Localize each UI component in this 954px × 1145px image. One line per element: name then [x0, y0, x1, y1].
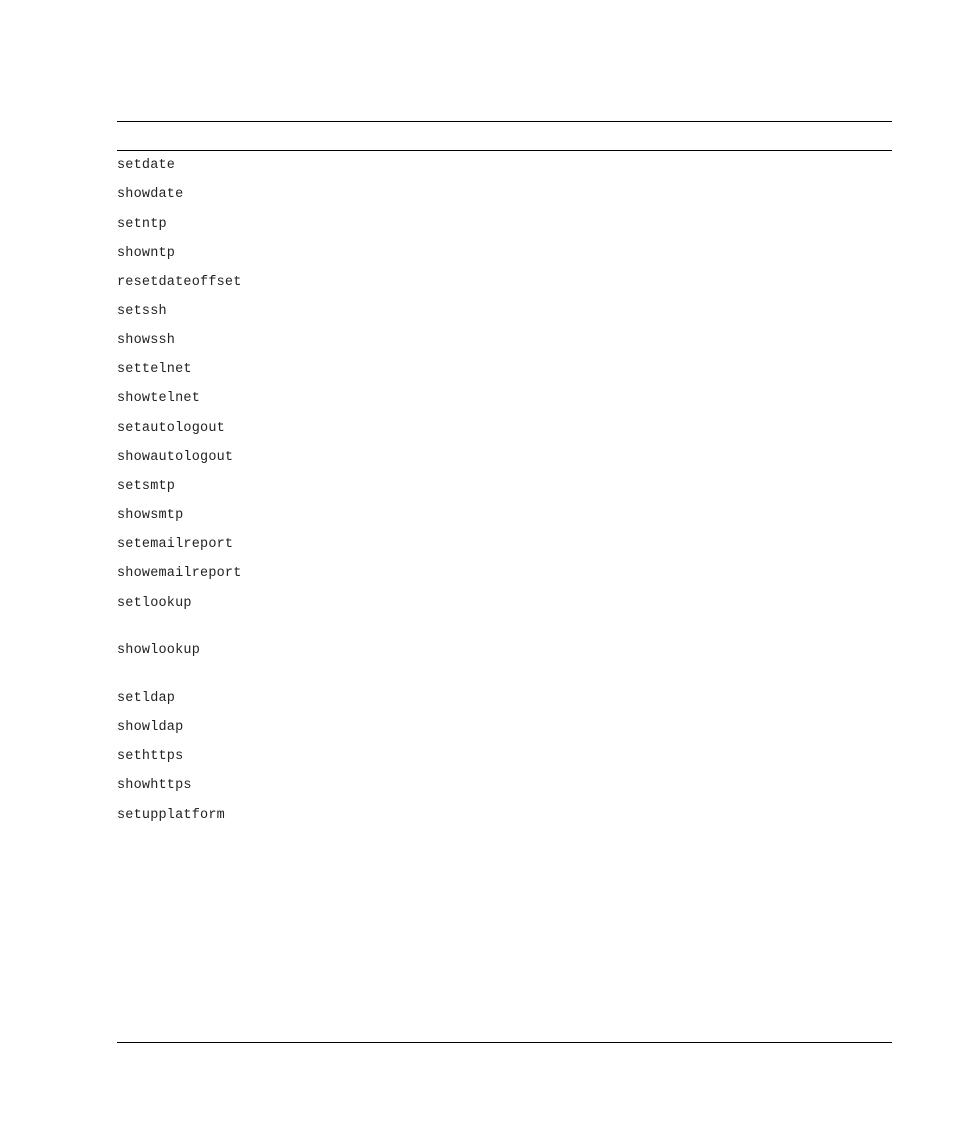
command-showtelnet: showtelnet [117, 391, 201, 406]
header-rule-bottom [117, 150, 892, 151]
command-setldap: setldap [117, 691, 176, 706]
command-setautologout: setautologout [117, 421, 225, 436]
command-setupplatform: setupplatform [117, 808, 225, 823]
command-showntp: showntp [117, 246, 176, 261]
command-showdate: showdate [117, 187, 184, 202]
command-resetdateoffset: resetdateoffset [117, 275, 242, 290]
command-showautologout: showautologout [117, 450, 234, 465]
footer-rule [117, 1042, 892, 1043]
command-setsmtp: setsmtp [117, 479, 176, 494]
command-setdate: setdate [117, 158, 176, 173]
command-setemailreport: setemailreport [117, 537, 234, 552]
command-showldap: showldap [117, 720, 184, 735]
command-showhttps: showhttps [117, 778, 192, 793]
command-showssh: showssh [117, 333, 176, 348]
header-rule-top [117, 121, 892, 122]
command-settelnet: settelnet [117, 362, 192, 377]
command-sethttps: sethttps [117, 749, 184, 764]
command-showlookup: showlookup [117, 643, 201, 658]
command-setlookup: setlookup [117, 596, 192, 611]
command-setntp: setntp [117, 217, 167, 232]
command-showemailreport: showemailreport [117, 566, 242, 581]
command-setssh: setssh [117, 304, 167, 319]
command-showsmtp: showsmtp [117, 508, 184, 523]
